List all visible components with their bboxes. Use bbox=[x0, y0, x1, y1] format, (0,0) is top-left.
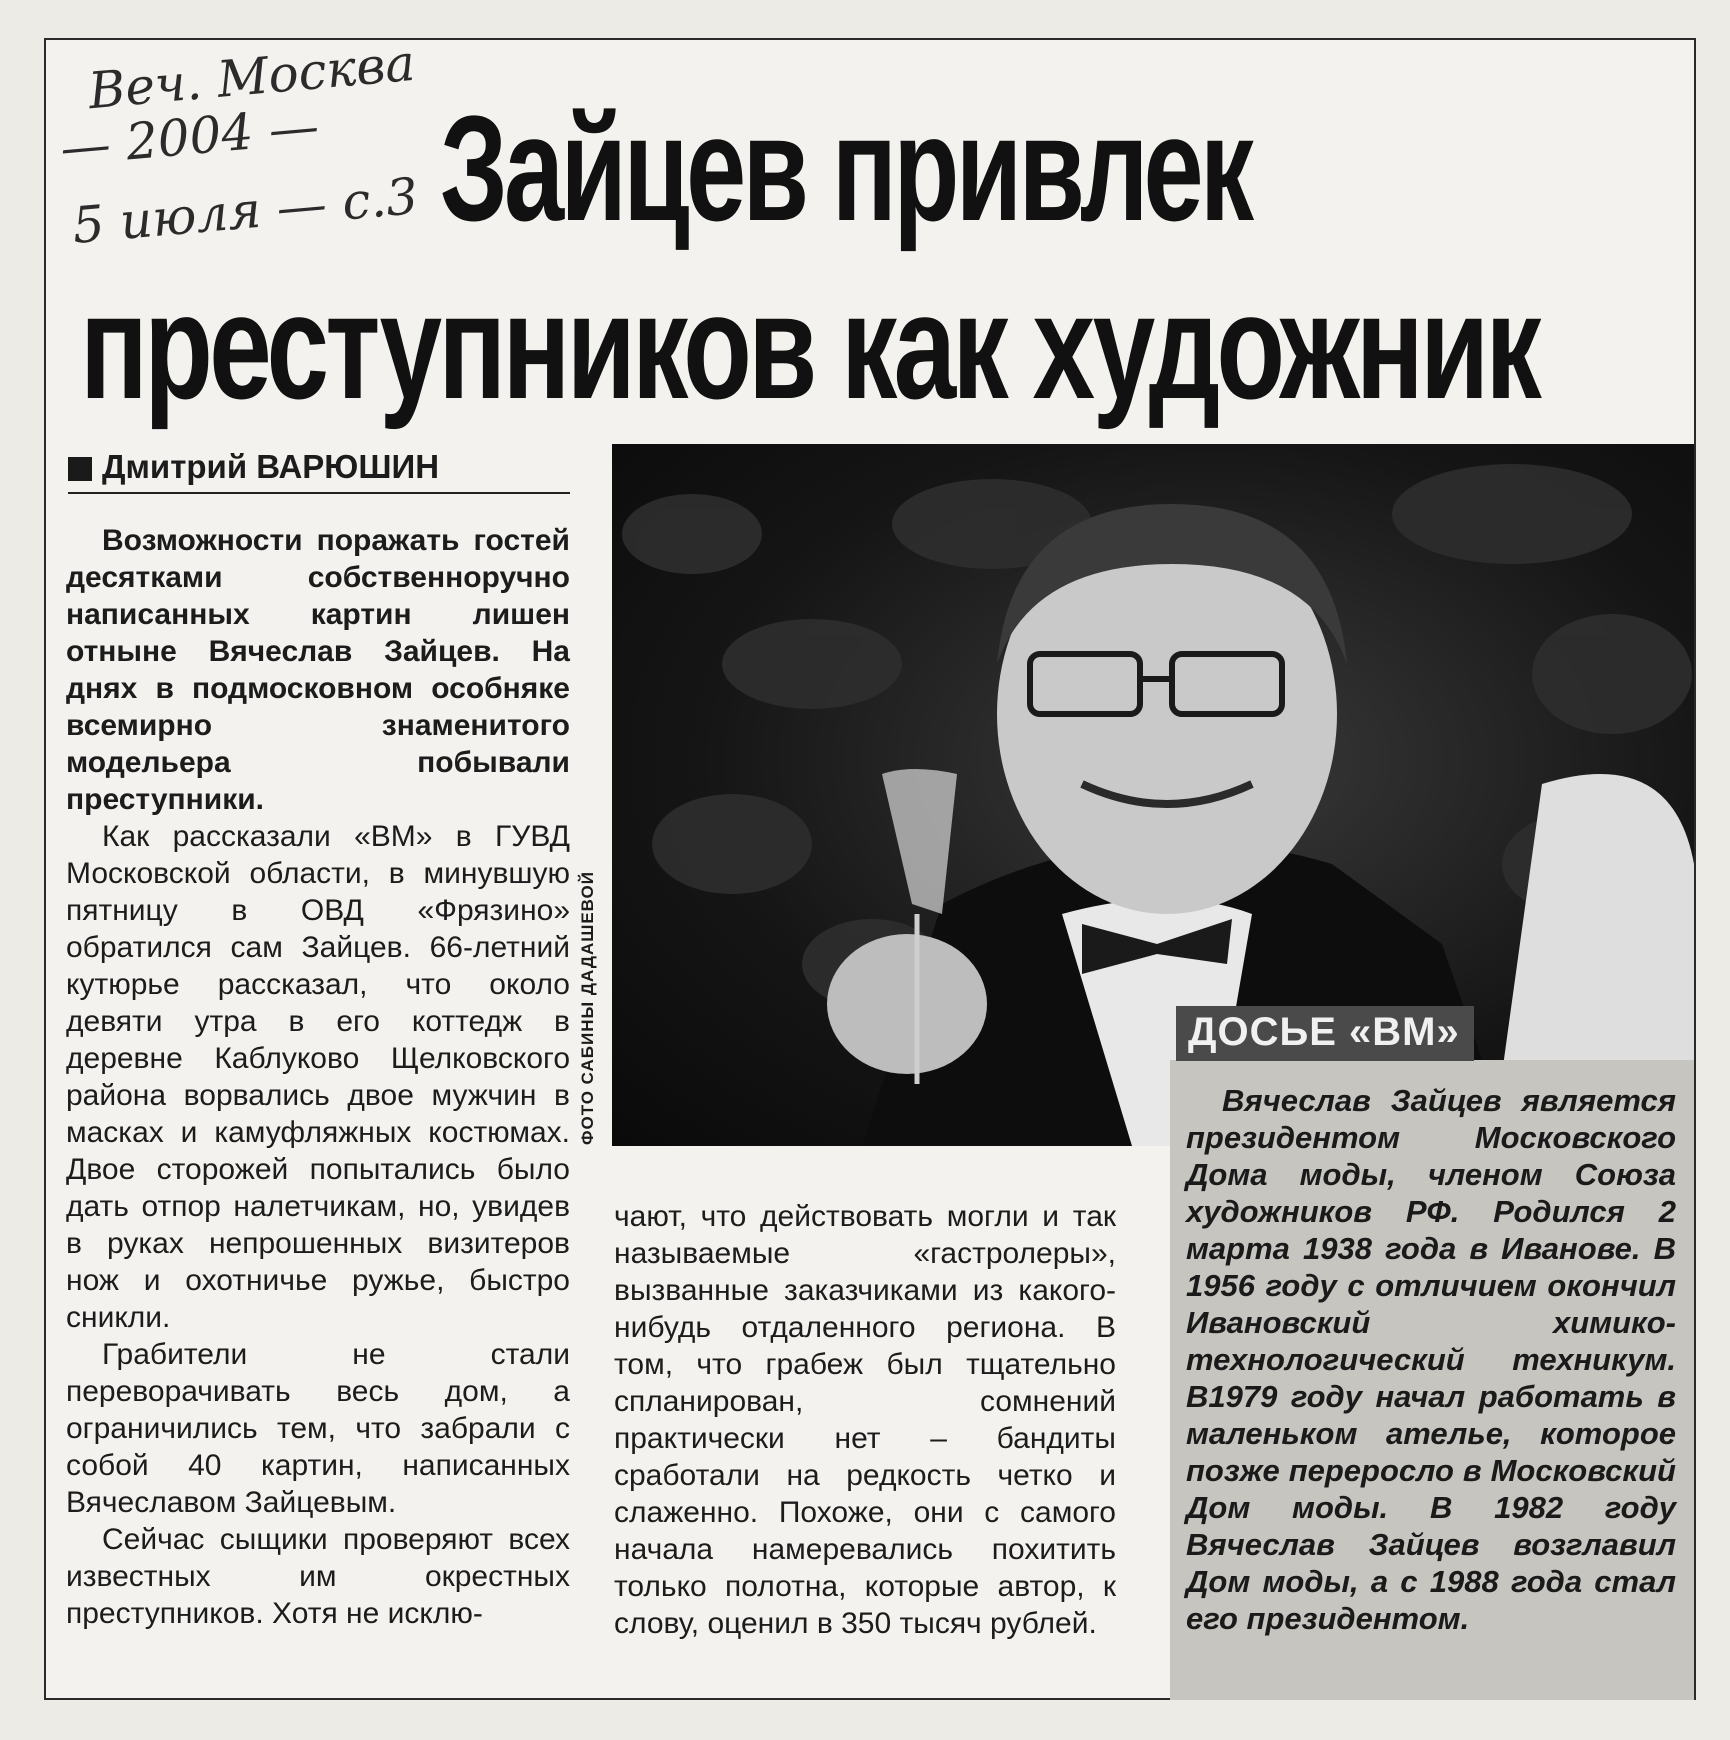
article-photo bbox=[612, 444, 1694, 1146]
dossier-text: Вячеслав Зайцев является президентом Московского Дома моды, членом Союза художников РФ. Родился 2 марта 1938 года в Иванове. В 1956 году с отличием окончил Ивановский химико-технологический техникум. В1979 году начал работать в маленьком ателье, которое позже переросло в Московский Дом моды. В 1982 году Вячеслав Зайцев возглавил Дом моды, а с 1988 года стал его президентом. bbox=[1186, 1083, 1676, 1636]
photo-credit: ФОТО САБИНЫ ДАДАШЕВОЙ bbox=[578, 871, 597, 1145]
lead-paragraph: Возможности поражать гостей десятками собственноручно написанных картин лишен отныне Вячеслав Зайцев. На днях в подмосковном особняке всемирно знаменитого модельера побывали преступники. bbox=[66, 524, 570, 816]
bullet-square-icon bbox=[68, 457, 92, 481]
byline bbox=[68, 448, 570, 494]
handwritten-note-line3: 5 июля — с.3 bbox=[70, 167, 421, 255]
handwritten-note-line1: Веч. Москва bbox=[86, 33, 418, 121]
body-paragraph: чают, что действовать могли и так называемые «гастролеры», вызванные заказчиками из какого-нибудь отдаленного региона. В том, что грабеж был тщательно спланирован, сомнений практически нет – бандиты сработали на редкость четко и слаженно. Похоже, они с самого начала намеревались похитить только полотна, которые автор, к слову, оценил в 350 тысяч рублей. bbox=[614, 1200, 1116, 1640]
headline-line1: Зайцев привлек bbox=[440, 84, 1251, 252]
headline-line2: преступников как художник bbox=[80, 262, 1539, 430]
article-column-1 bbox=[66, 522, 570, 1632]
portrait-illustration bbox=[612, 444, 1694, 1146]
body-paragraph: Сейчас сыщики проверяют всех известных им окрестных преступников. Хотя не исклю- bbox=[66, 1523, 570, 1630]
author-name: Дмитрий ВАРЮШИН bbox=[102, 448, 440, 485]
dossier-title: ДОСЬЕ «ВМ» bbox=[1176, 1006, 1474, 1061]
body-paragraph: Как рассказали «ВМ» в ГУВД Московской области, в минувшую пятницу в ОВД «Фрязино» обратился сам Зайцев. 66-летний кутюрье рассказал, что около девяти утра в его коттедж в деревне Каблуково Щелковского района ворвались двое мужчин в масках и камуфляжных костюмах. Двое сторожей попытались было дать отпор налетчикам, но, увидев в руках непрошенных визитеров нож и охотничье ружье, быстро сникли. bbox=[66, 820, 570, 1334]
body-paragraph: Грабители не стали переворачивать весь дом, а ограничились тем, что забрали с собой 40 картин, написанных Вячеславом Зайцевым. bbox=[66, 1338, 570, 1519]
article-column-2 bbox=[614, 1198, 1116, 1642]
handwritten-note-line2: — 2004 — bbox=[57, 96, 322, 178]
